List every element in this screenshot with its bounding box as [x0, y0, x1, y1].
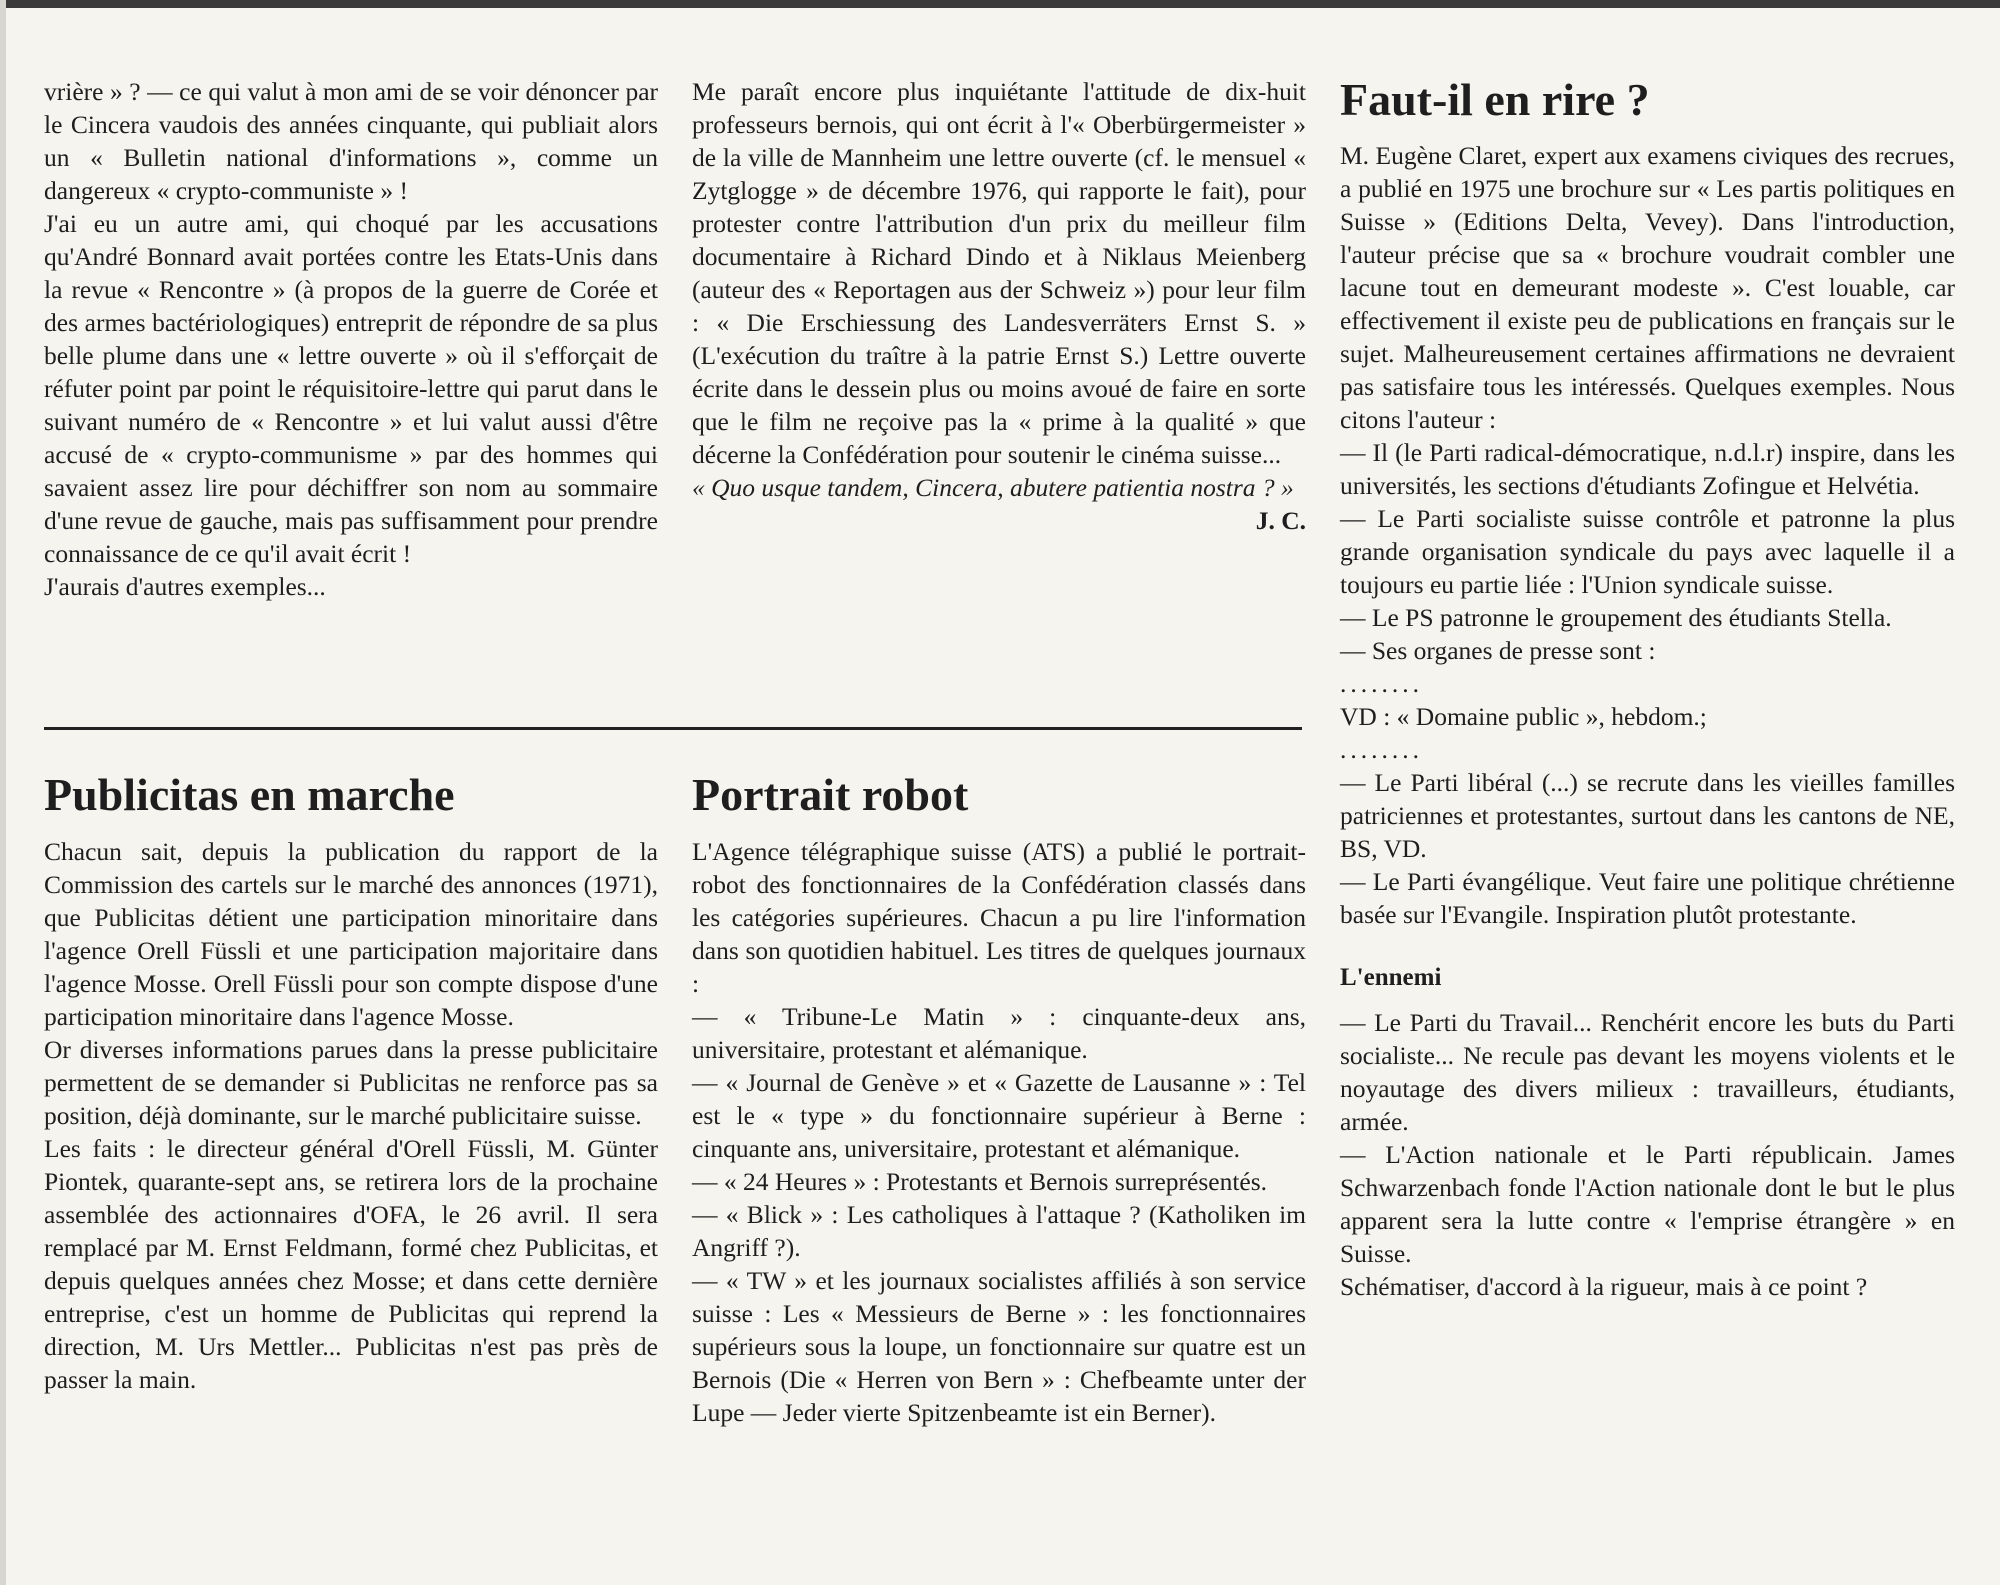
- paragraph: — « TW » et les journaux socialistes affiliés à son service suisse : Les « Messieurs de Berne » : les fonctionnaires supérieurs sous la loupe, un fonctionnaire sur quatre est un Bernois (Die « Herren von Bern » : Chefbeamte unter der Lupe — Jeder vierte Spitzenbeamte ist ein Berner).: [692, 1266, 1306, 1427]
- page-left-edge: [0, 0, 6, 1585]
- paragraph: — Le Parti évangélique. Veut faire une politique chrétienne basée sur l'Evangile. Inspiration plutôt protestante.: [1340, 867, 1955, 929]
- section-divider: [44, 727, 1302, 730]
- ellipsis-dots: ........: [1340, 669, 1423, 698]
- article-portrait: [692, 835, 1306, 1429]
- paragraph: — « Blick » : Les catholiques à l'attaque ? (Katholiken im Angriff ?).: [692, 1200, 1306, 1262]
- paragraph: J'aurais d'autres exemples...: [44, 572, 326, 601]
- article-continuation-left: [44, 75, 658, 603]
- article-title-portrait: Portrait robot: [692, 769, 969, 820]
- latin-quote: « Quo usque tandem, Cincera, abutere patientia nostra ? »: [692, 473, 1294, 502]
- paragraph: — Ses organes de presse sont :: [1340, 636, 1656, 665]
- paragraph: M. Eugène Claret, expert aux examens civiques des recrues, a publié en 1975 une brochure sur « Les partis politiques en Suisse » (Editions Delta, Vevey). Dans l'introduction, l'auteur précise que sa « brochure voudrait combler une lacune tout en demeurant modeste ». C'est louable, car effectivement il existe peu de publications en français sur le sujet. Malheureusement certaines affirmations ne devraient pas satisfaire tous les intéressés. Quelques exemples. Nous citons l'auteur :: [1340, 141, 1955, 434]
- article-continuation-middle: [692, 75, 1306, 537]
- paragraph: J'ai eu un autre ami, qui choqué par les accusations qu'André Bonnard avait portées contre les Etats-Unis dans la revue « Rencontre » (à propos de la guerre de Corée et des armes bactériologiques) entreprit de répondre de sa plus belle plume dans une « lettre ouverte » où il s'efforçait de réfuter point par point le réquisitoire-lettre qui parut dans le suivant numéro de « Rencontre » et lui valut aussi d'être accusé de « crypto-communisme » par des hommes qui savaient assez lire pour déchiffrer son nom au sommaire d'une revue de gauche, mais pas suffisamment pour prendre connaissance de ce qu'il avait écrit !: [44, 209, 658, 568]
- article-publicitas: [44, 835, 658, 1396]
- author-signature: J. C.: [1255, 506, 1306, 535]
- paragraph: Me paraît encore plus inquiétante l'attitude de dix-huit professeurs bernois, qui ont écrit à l'« Oberbürgermeister » de la ville de Mannheim une lettre ouverte (cf. le mensuel « Zytglogge » de décembre 1976, qui rapporte le fait), pour protester contre l'attribution d'un prix du meilleur film documentaire à Richard Dindo et à Niklaus Meienberg (auteur des « Reportagen aus der Schweiz ») pour leur film : « Die Erschiessung des Landesverräters Ernst S. » (L'exécution du traître à la patrie Ernst S.) Lettre ouverte écrite dans le dessein plus ou moins avoué de faire en sorte que le film ne reçoive pas la « prime à la qualité » que décerne la Confédération pour soutenir le cinéma suisse...: [692, 77, 1306, 469]
- paragraph: — Le Parti libéral (...) se recrute dans les vieilles familles patriciennes et protestantes, surtout dans les cantons de NE, BS, VD.: [1340, 768, 1955, 863]
- page-top-border: [0, 0, 2000, 8]
- paragraph: Schématiser, d'accord à la rigueur, mais à ce point ?: [1340, 1272, 1868, 1301]
- ellipsis-dots: ........: [1340, 735, 1423, 764]
- paragraph: L'Agence télégraphique suisse (ATS) a publié le portrait-robot des fonctionnaires de la Confédération classés dans les catégories supérieures. Chacun a pu lire l'information dans son quotidien habituel. Les titres de quelques journaux :: [692, 837, 1306, 998]
- paragraph: — Il (le Parti radical-démocratique, n.d.l.r) inspire, dans les universités, les sections d'étudiants Zofingue et Helvétia.: [1340, 438, 1955, 500]
- paragraph: Or diverses informations parues dans la presse publicitaire permettent de se demander si Publicitas ne renforce pas sa position, déjà dominante, sur le marché publicitaire suisse.: [44, 1035, 658, 1130]
- article-title-rire: Faut-il en rire ?: [1340, 74, 1650, 125]
- paragraph: — « Journal de Genève » et « Gazette de Lausanne » : Tel est le « type » du fonctionnaire supérieur à Berne : cinquante ans, universitaire, protestant et alémanique.: [692, 1068, 1306, 1163]
- paragraph: — « Tribune-Le Matin » : cinquante-deux ans, universitaire, protestant et alémanique.: [692, 1002, 1306, 1064]
- paragraph: Chacun sait, depuis la publication du rapport de la Commission des cartels sur le marché des annonces (1971), que Publicitas détient une participation minoritaire dans l'agence Orell Füssli et une participation majoritaire dans l'agence Mosse. Orell Füssli pour son compte dispose d'une participation minoritaire dans l'agence Mosse.: [44, 837, 658, 1031]
- subheading: L'ennemi: [1340, 964, 1442, 991]
- paragraph: — Le PS patronne le groupement des étudiants Stella.: [1340, 603, 1892, 632]
- article-faut-il-en-rire: [1340, 75, 1955, 1303]
- paragraph: — « 24 Heures » : Protestants et Bernois surreprésentés.: [692, 1167, 1268, 1196]
- paragraph: — Le Parti du Travail... Renchérit encore les buts du Parti socialiste... Ne recule pas devant les moyens violents et le noyautage des divers milieux : travailleurs, étudiants, armée.: [1340, 1008, 1955, 1136]
- paragraph: VD : « Domaine public », hebdom.;: [1340, 702, 1707, 731]
- paragraph: vrière » ? — ce qui valut à mon ami de se voir dénoncer par le Cincera vaudois des années cinquante, qui publiait alors un « Bulletin national d'informations », comme un dangereux « crypto-communiste » !: [44, 77, 658, 205]
- article-title-publicitas: Publicitas en marche: [44, 769, 455, 820]
- paragraph: — L'Action nationale et le Parti républicain. James Schwarzenbach fonde l'Action nationale dont le but le plus apparent sera la lutte contre « l'emprise étrangère » en Suisse.: [1340, 1140, 1955, 1268]
- paragraph: — Le Parti socialiste suisse contrôle et patronne la plus grande organisation syndicale du pays avec laquelle il a toujours eu partie liée : l'Union syndicale suisse.: [1340, 504, 1955, 599]
- paragraph: Les faits : le directeur général d'Orell Füssli, M. Günter Piontek, quarante-sept ans, se retirera lors de la prochaine assemblée des actionnaires d'OFA, le 26 avril. Il sera remplacé par M. Ernst Feldmann, formé chez Publicitas, et depuis quelques années chez Mosse; et dans cette dernière entreprise, c'est un homme de Publicitas qui reprend la direction, M. Urs Mettler... Publicitas n'est pas près de passer la main.: [44, 1134, 658, 1394]
